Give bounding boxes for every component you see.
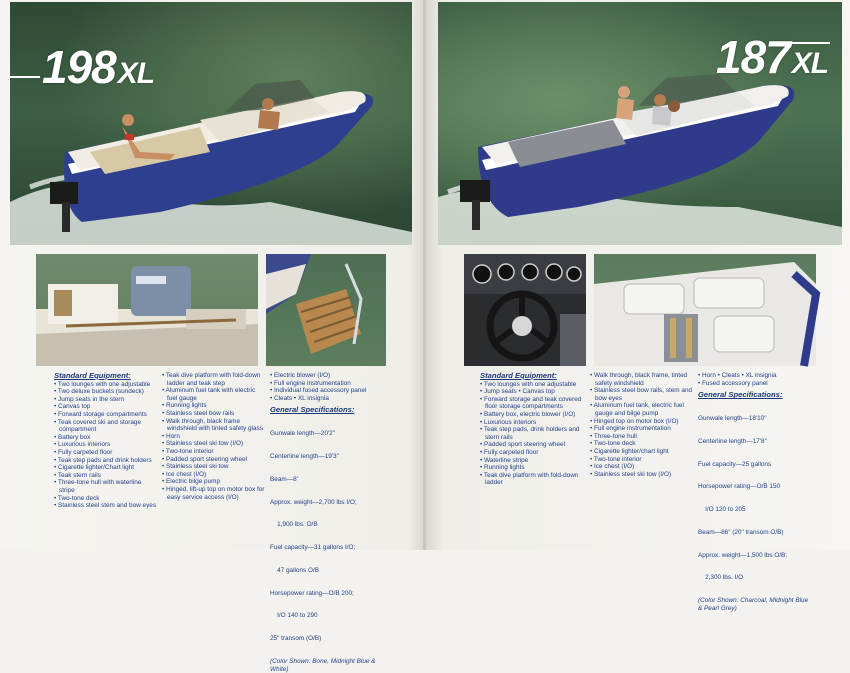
list-item: • Two deluxe buckets (sundeck) [54, 388, 158, 396]
spec-line: 2,300 lbs. I/O [698, 574, 744, 582]
list-item: • Stainless steel bow rails [162, 410, 266, 418]
list-item: • Electric bilge pump [162, 478, 266, 486]
spec-line: Beam—86" (20" transom O/B) [698, 528, 784, 536]
list-item: • Stainless steel ski tow (I/O) [162, 440, 266, 448]
spec-line: Fuel capacity—31 gallons I/O; [270, 544, 356, 552]
list-item: • Hinged top on motor box (I/O) [590, 418, 694, 426]
list-item: • Two-tone deck [54, 495, 158, 503]
list-item: • Jump seats in the stern [54, 396, 158, 404]
left-page [0, 0, 424, 673]
list-item: • Three-tone hull with waterline stripe [54, 479, 158, 494]
swim-platform-photo [266, 254, 386, 366]
list-item: • Two lounges with one adjustable [54, 381, 158, 389]
list-item: • Stainless steel stem and bow eyes [54, 502, 158, 510]
list-item: • Three-tone hull [590, 433, 694, 441]
list-item: • Luxurious interiors [54, 441, 158, 449]
interior-seats-illustration [594, 254, 816, 366]
spec-line: I/O 120 to 205 [698, 506, 746, 514]
list-item: • Luxurious interiors [480, 419, 586, 427]
spec-line: Centerline length—17'8" [698, 437, 767, 445]
list-item: • Walk through, black frame, tinted safety windshield [590, 372, 694, 387]
list-item: • Stainless steel ski tow [162, 463, 266, 471]
list-item: • Battery box [54, 434, 158, 442]
general-specifications-heading: General Specifications: [270, 405, 355, 415]
list-item: • Horn • Cleats • XL insignia [698, 372, 810, 380]
spec-line: 1,900 lbs. O/B [270, 521, 318, 529]
left-standard-equipment-col2 [162, 372, 266, 501]
hero-photo-187xl [438, 2, 842, 245]
dashboard-photo [464, 254, 586, 366]
list-item: • Cleats • XL insignia [270, 395, 382, 403]
list-item: • Stainless steel bow rails, stem and bow eyes [590, 387, 694, 402]
list-item: • Fully carpeted floor [54, 449, 158, 457]
color-shown-note: (Color Shown: Bone, Midnight Blue & White) [270, 657, 376, 673]
right-standard-equipment-col1 [480, 372, 586, 487]
standard-equipment-heading: Standard Equipment: [480, 371, 557, 380]
title-rule [790, 42, 830, 44]
list-item: • Running lights [162, 402, 266, 410]
standard-equipment-heading: Standard Equipment: [54, 371, 131, 380]
model-suffix: XL [791, 47, 829, 80]
list-item: • Teak step pads and drink holders [54, 457, 158, 465]
model-title-198 [42, 40, 154, 94]
spec-line: Horsepower rating—O/B 200; [270, 589, 354, 597]
list-item: • Two-tone deck [590, 440, 694, 448]
list-item: • Padded sport steering wheel [480, 441, 586, 449]
list-item: • Full engine instrumentation [270, 380, 382, 388]
general-specifications-heading: General Specifications: [698, 390, 783, 400]
spec-line: Approx. weight—1,500 lbs O/B; [698, 551, 788, 559]
right-general-specifications [698, 372, 810, 612]
right-col1-list [480, 381, 586, 487]
model-number: 198 [42, 41, 116, 93]
spec-line: 47 gallons O/B [270, 566, 320, 574]
right-col2-list [590, 372, 694, 478]
spec-line: Approx. weight—2,700 lbs I/O; [270, 498, 357, 506]
spec-line: Beam—8' [270, 475, 298, 483]
right-page [426, 0, 850, 612]
right-col3-list [698, 372, 810, 387]
spec-line: Centerline length—19'3" [270, 452, 339, 460]
list-item: • Walk through, black frame windshield with tinted safety glass [162, 418, 266, 433]
model-title-187 [716, 30, 828, 84]
swim-platform-illustration [266, 254, 386, 366]
left-col3-list [270, 372, 382, 402]
interior-seats-photo [594, 254, 816, 366]
list-item: • Aluminum fuel tank with electric fuel gauge [162, 387, 266, 402]
list-item: • Forward storage and teak covered floor storage compartments [480, 396, 586, 411]
dashboard-illustration [464, 254, 586, 366]
model-suffix: XL [117, 57, 155, 90]
stern-motor-photo [36, 254, 258, 366]
right-gen-list [698, 400, 810, 597]
list-item: • Two lounges with one adjustable [480, 381, 586, 389]
left-col1-list [54, 381, 158, 510]
left-gen-list [270, 415, 382, 658]
spec-line: 25" transom (O/B) [270, 635, 322, 643]
model-number: 187 [716, 31, 790, 83]
list-item: • Individual fused accessory panel [270, 387, 382, 395]
spec-line: Horsepower rating—O/B 150 [698, 483, 781, 491]
left-col2-list [162, 372, 266, 501]
left-general-specifications [270, 372, 382, 673]
list-item: • Jump seats • Canvas top [480, 388, 586, 396]
list-item: • Cigarette lighter/chart light [590, 448, 694, 456]
list-item: • Battery box, electric blower (I/O) [480, 411, 586, 419]
list-item: • Cigarette lighter/Chart light [54, 464, 158, 472]
list-item: • Ice chest (I/O) [590, 463, 694, 471]
stern-motor-illustration [36, 254, 258, 366]
spec-line: I/O 140 to 290 [270, 612, 318, 620]
list-item: • Running lights [480, 464, 586, 472]
list-item: • Teak stern rails [54, 472, 158, 480]
spec-line: Fuel capacity—25 gallons [698, 460, 772, 468]
list-item: • Teak dive platform with fold-down ladder [480, 472, 586, 487]
list-item: • Aluminum fuel tank, electric fuel gauge and bilge pump [590, 402, 694, 417]
list-item: • Fused accessory panel [698, 380, 810, 388]
hero-photo-198xl [10, 2, 412, 245]
list-item: • Fully carpeted floor [480, 449, 586, 457]
title-rule [10, 76, 40, 78]
list-item: • Padded sport steering wheel [162, 456, 266, 464]
list-item: • Teak covered ski and storage compartment [54, 419, 158, 434]
list-item: • Hinged, lift-up top on motor box for easy service access (I/O) [162, 486, 266, 501]
list-item: • Stainless steel ski tow (I/O) [590, 471, 694, 479]
list-item: • Full engine instrumentation [590, 425, 694, 433]
right-standard-equipment-col2 [590, 372, 694, 478]
list-item: • Ice chest (I/O) [162, 471, 266, 479]
list-item: • Canvas top [54, 403, 158, 411]
list-item: • Electric blower (I/O) [270, 372, 382, 380]
left-standard-equipment-col1 [54, 372, 158, 510]
list-item: • Two-tone interior [590, 456, 694, 464]
list-item: • Teak dive platform with fold-down ladder and teak step [162, 372, 266, 387]
spec-line: Gunwale length—20'2" [270, 430, 335, 438]
spec-line: Gunwale length—18'10" [698, 414, 767, 422]
color-shown-note: (Color Shown: Charcoal, Midnight Blue & Pearl Grey) [698, 597, 809, 612]
list-item: • Horn [162, 433, 266, 441]
list-item: • Teak step pads, drink holders and stern rails [480, 426, 586, 441]
list-item: • Two-tone interior [162, 448, 266, 456]
list-item: • Waterline stripe [480, 457, 586, 465]
boat-198xl-illustration [10, 2, 412, 245]
list-item: • Forward storage compartments [54, 411, 158, 419]
